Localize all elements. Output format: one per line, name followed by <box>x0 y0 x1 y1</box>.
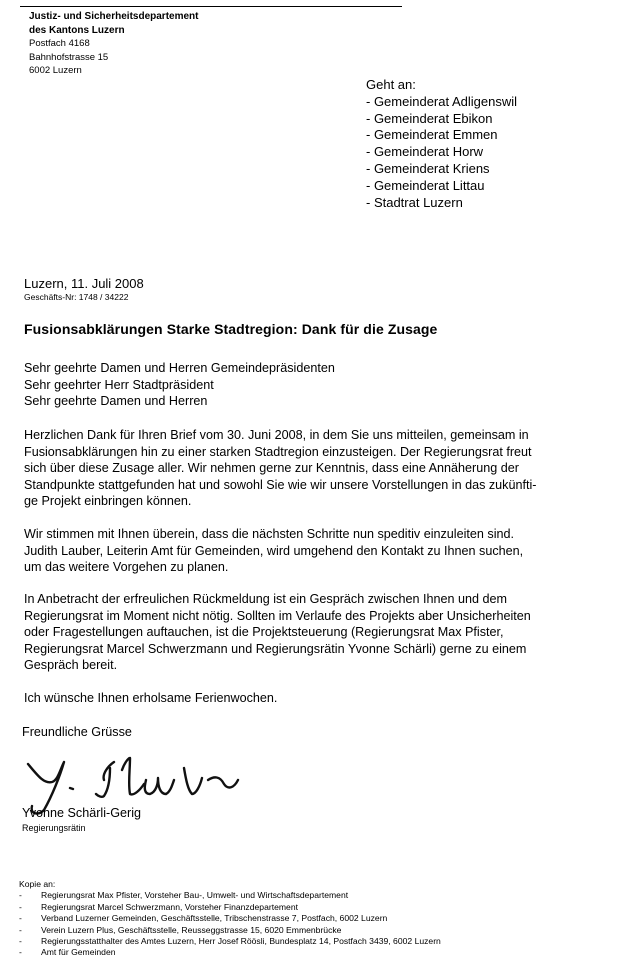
recipients-heading: Geht an: <box>366 77 416 92</box>
letter-date: Luzern, 11. Juli 2008 <box>24 276 144 291</box>
letter-subject: Fusionsabklärungen Starke Stadtregion: Dank für die Zusage <box>24 321 438 337</box>
recipient-item: - Gemeinderat Kriens <box>366 160 490 176</box>
copy-recipient <box>19 913 441 924</box>
list-dash: - <box>19 924 22 935</box>
copy-recipient <box>19 925 441 936</box>
list-dash: - <box>19 936 22 947</box>
copy-recipient-text: Amt für Gemeinden <box>41 947 116 958</box>
copy-recipient <box>19 902 441 913</box>
sender-street: Bahnhofstrasse 15 <box>29 51 109 63</box>
salutation <box>24 360 624 410</box>
body-line: Ich wünsche Ihnen erholsame Ferienwochen. <box>24 691 278 705</box>
sender-block <box>29 10 198 78</box>
copy-recipient-text: Regierungsrat Marcel Schwerzmann, Vorsteher Finanzdepartement <box>41 901 298 912</box>
body-line: In Anbetracht der erfreulichen Rückmeldung ist ein Gespräch zwischen Ihnen und dem <box>24 592 508 606</box>
copy-recipient-text: Verband Luzerner Gemeinden, Geschäftsstelle, Tribschenstrasse 7, Postfach, 6002 Luzern <box>41 913 388 924</box>
sender-pobox: Postfach 4168 <box>29 38 90 49</box>
body-line: Regierungsrat im Moment nicht nötig. Sollten im Verlaufe des Projekts aber Unsicherheiten <box>24 608 531 623</box>
list-dash: - <box>19 890 22 901</box>
recipient-item: - Gemeinderat Emmen <box>366 127 498 143</box>
paragraph-4 <box>24 690 624 707</box>
body-line: Gespräch bereit. <box>24 658 118 672</box>
body-line: Herzlichen Dank für Ihren Brief vom 30. Juni 2008, in dem Sie uns mitteilen, gemeinsam in <box>24 428 529 442</box>
body-line: Judith Lauber, Leiterin Amt für Gemeinden, wird umgehend den Kontakt zu Ihnen suchen, <box>24 543 524 558</box>
paragraph-2 <box>24 526 624 576</box>
copy-recipient-text: Verein Luzern Plus, Geschäftsstelle, Reusseggstrasse 15, 6020 Emmenbrücke <box>41 924 342 935</box>
copies-block <box>19 879 441 959</box>
paragraph-1 <box>24 427 624 510</box>
reference-number: Geschäfts-Nr: 1748 / 34222 <box>24 292 129 302</box>
copies-heading: Kopie an: <box>19 879 56 889</box>
sender-city: 6002 Luzern <box>29 65 82 76</box>
copy-recipient <box>19 947 441 958</box>
sender-canton: des Kantons Luzern <box>29 24 125 36</box>
recipient-item: - Gemeinderat Ebikon <box>366 110 493 126</box>
copy-recipient-text: Regierungsrat Max Pfister, Vorsteher Bau-, Umwelt- und Wirtschaftsdepartement <box>41 890 349 901</box>
body-line: ge Projekt einbringen können. <box>24 494 192 508</box>
body-line: um das weitere Vorgehen zu planen. <box>24 560 229 574</box>
copy-recipient-text: Regierungsstatthalter des Amtes Luzern, Herr Josef Röösli, Bundesplatz 14, Postfach 3439, 6002 Luzern <box>41 936 441 947</box>
signatory-name: Yvonne Schärli-Gerig <box>22 806 142 820</box>
date-block <box>24 276 144 303</box>
salutation-line: Sehr geehrte Damen und Herren <box>24 394 208 408</box>
paragraph-3 <box>24 591 624 674</box>
recipients-block <box>366 77 517 211</box>
salutation-line: Sehr geehrte Damen und Herren Gemeindepräsidenten <box>24 361 335 375</box>
body-line: oder Fragestellungen auftauchen, ist die Projektsteuerung (Regierungsrat Max Pfister, <box>24 625 504 639</box>
list-dash: - <box>19 947 22 958</box>
sender-department: Justiz- und Sicherheitsdepartement <box>29 11 199 22</box>
copy-recipient <box>19 936 441 947</box>
closing: Freundliche Grüsse <box>22 725 132 739</box>
body-line: Regierungsrat Marcel Schwerzmann und Regierungsrätin Yvonne Schärli) gerne zu einem <box>24 641 527 656</box>
body-line: sich über diese Zusage aller. Wir nehmen gerne zur Kenntnis, dass eine Annäherung der <box>24 461 519 475</box>
copy-recipient <box>19 890 441 901</box>
salutation-line: Sehr geehrter Herr Stadtpräsident <box>24 377 214 392</box>
recipient-item: - Gemeinderat Littau <box>366 177 485 193</box>
recipient-item: - Gemeinderat Adligenswil <box>366 93 518 109</box>
body-line: Fusionsabklärungen hin zu einer starken Stadtregion einzusteigen. Der Regierungsrat freut <box>24 444 532 459</box>
signatory-role: Regierungsrätin <box>22 823 86 833</box>
body-line: Standpunkte stattgefunden hat und sowohl Sie wie wir unsere Vorstellungen in das zukünfti- <box>24 477 537 492</box>
body-line: Wir stimmen mit Ihnen überein, dass die nächsten Schritte nun speditiv einzuleiten sind. <box>24 527 515 541</box>
header-rule <box>20 6 402 7</box>
recipient-item: - Gemeinderat Horw <box>366 144 484 160</box>
recipient-item: - Stadtrat Luzern <box>366 194 463 210</box>
list-dash: - <box>19 913 22 924</box>
list-dash: - <box>19 901 22 912</box>
